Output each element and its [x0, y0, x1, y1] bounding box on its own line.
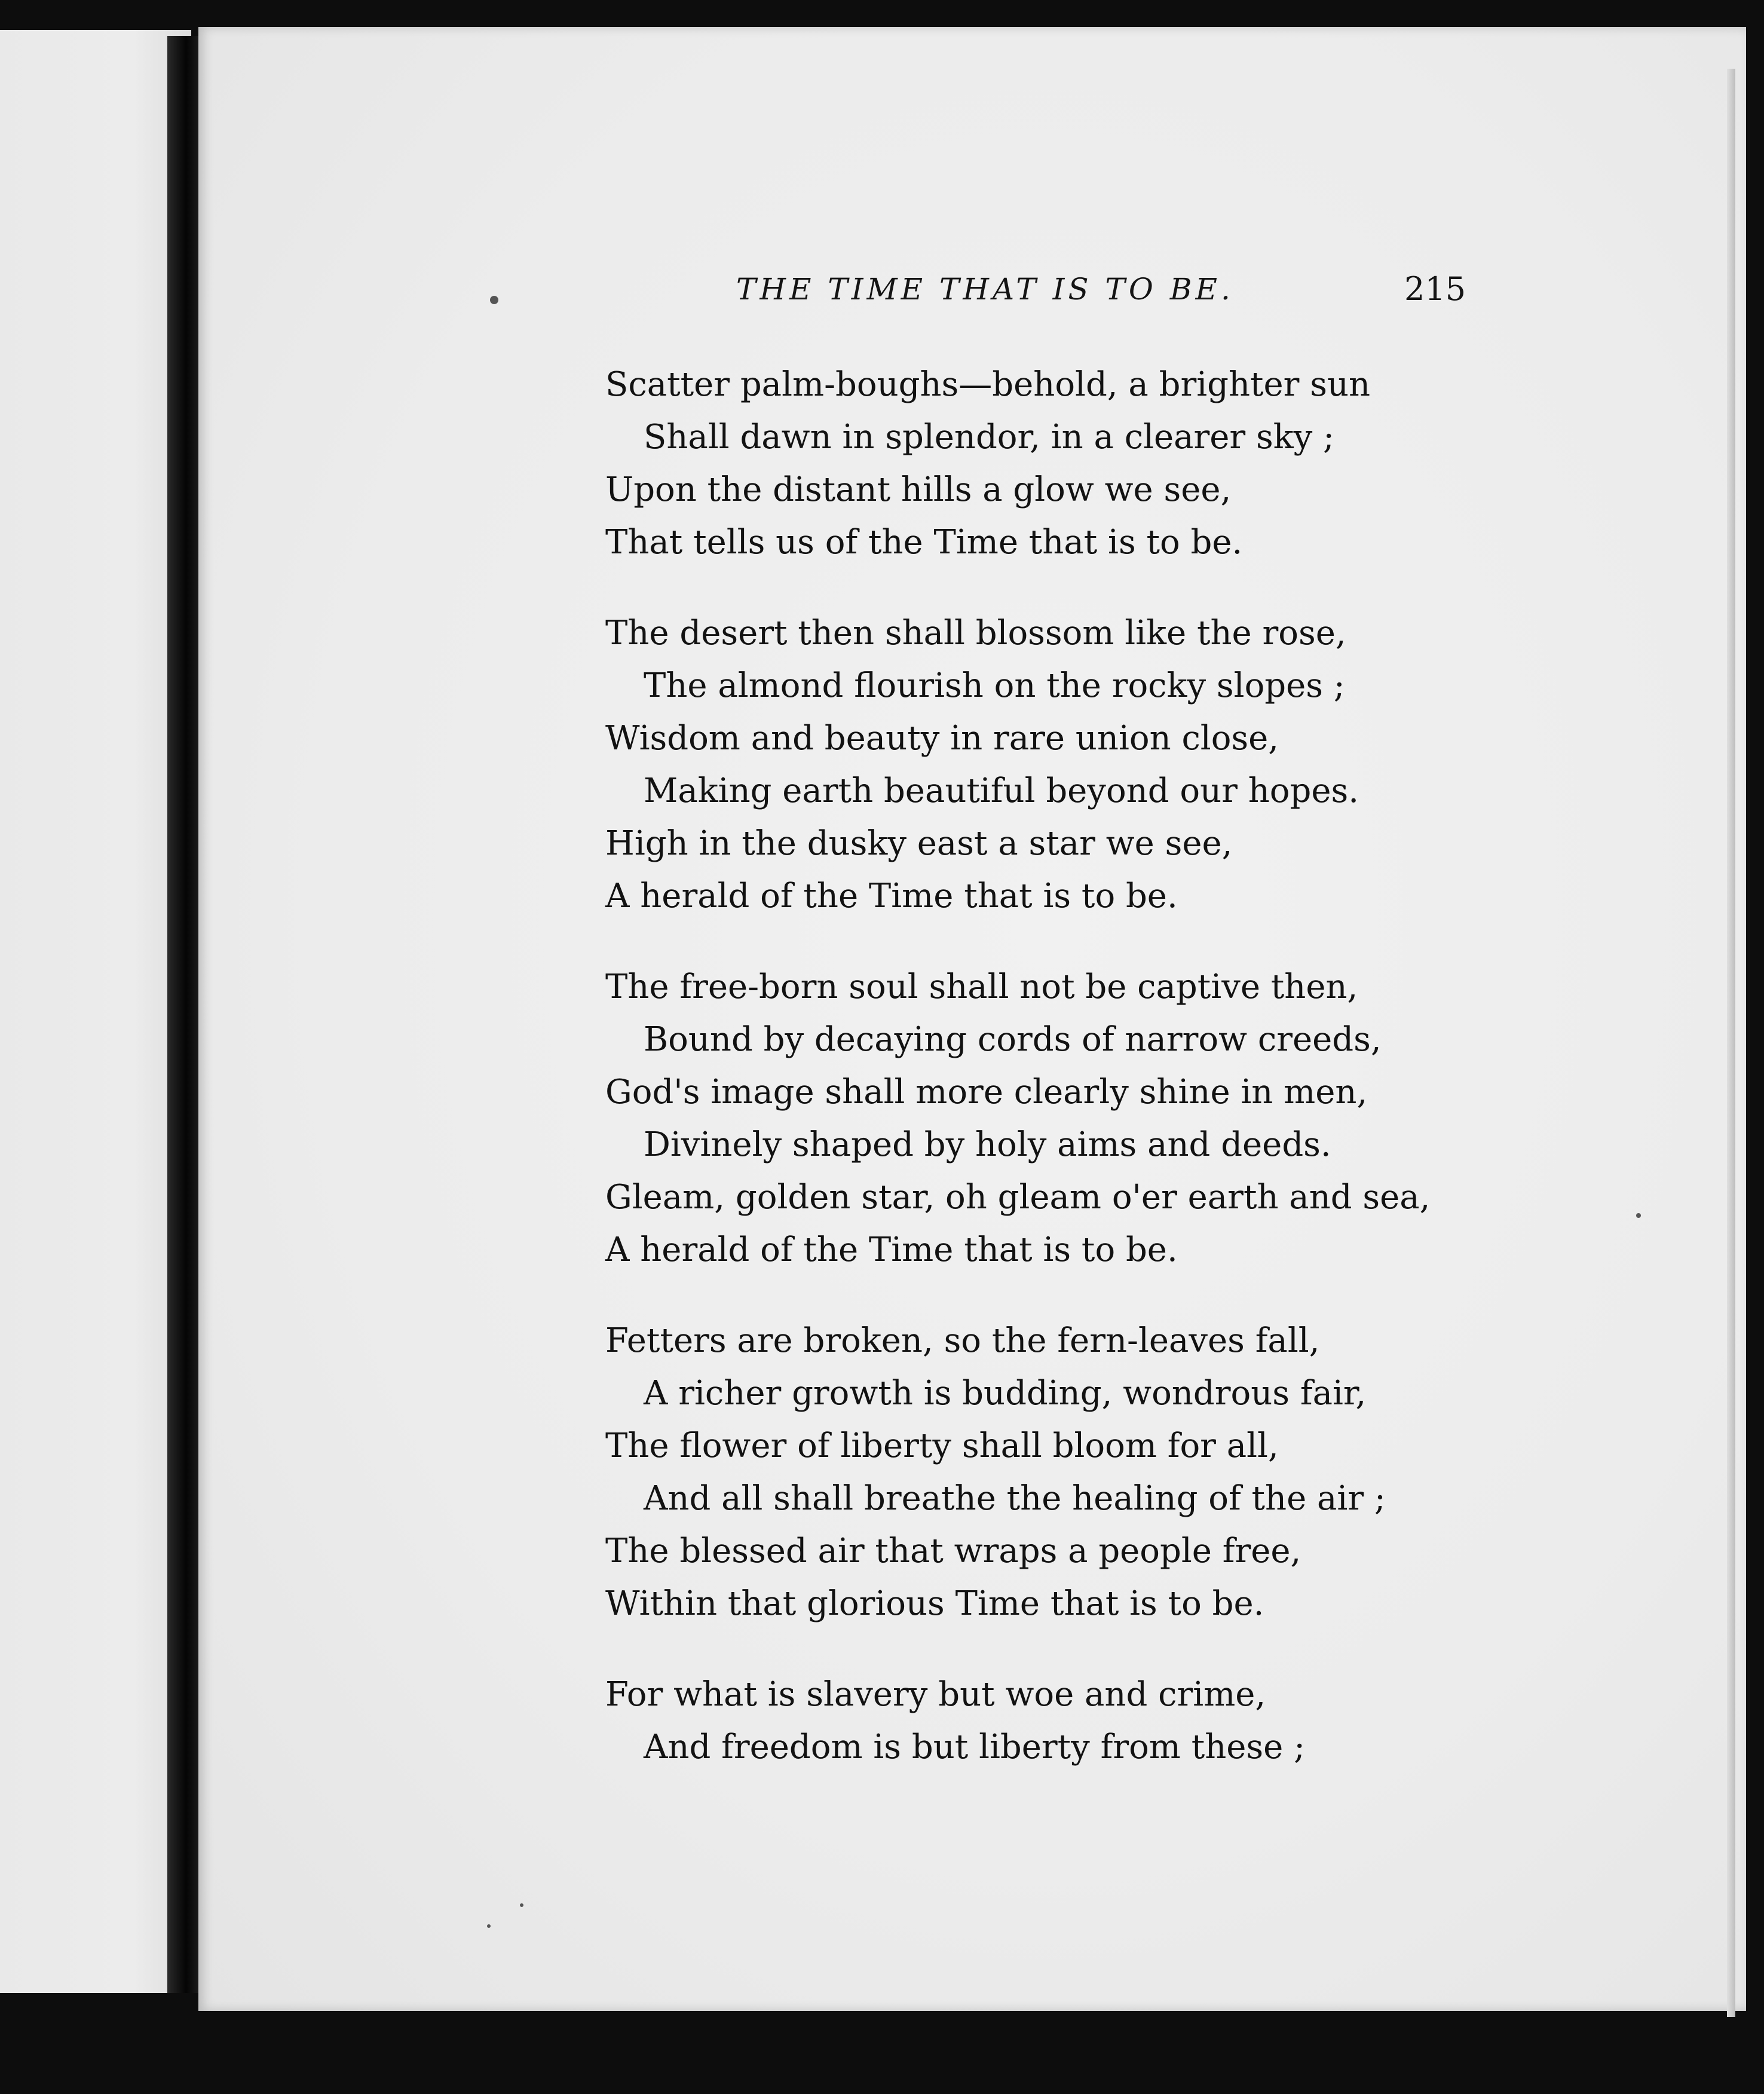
poem-line: And freedom is but liberty from these ;: [644, 1728, 1305, 1767]
poem-line: God's image shall more clearly shine in men,: [605, 1073, 1368, 1112]
poem-line: A herald of the Time that is to be.: [605, 1230, 1178, 1269]
dust-speck: [487, 1924, 491, 1928]
poem-line: The free-born soul shall not be captive then,: [605, 968, 1358, 1006]
running-head: THE TIME THAT IS TO BE.: [736, 272, 1234, 307]
stanza: [605, 1315, 1442, 1630]
poem-line: Divinely shaped by holy aims and deeds.: [644, 1125, 1331, 1164]
poem-line: Bound by decaying cords of narrow creeds,: [644, 1020, 1382, 1059]
poem-line: Shall dawn in splendor, in a clearer sky ;: [644, 418, 1334, 457]
poem-line: Scatter palm-boughs—behold, a brighter sun: [605, 365, 1371, 404]
page-edge-shadow: [1727, 69, 1735, 2017]
poem-line: For what is slavery but woe and crime,: [605, 1675, 1266, 1714]
poem-line: Within that glorious Time that is to be.: [605, 1584, 1264, 1623]
poem-line: The blessed air that wraps a people free,: [605, 1532, 1301, 1570]
poem-line: High in the dusky east a star we see,: [605, 824, 1233, 863]
poem-line: A herald of the Time that is to be.: [605, 877, 1178, 916]
poem-line: The desert then shall blossom like the rose,: [605, 614, 1346, 653]
poem-line: Fetters are broken, so the fern-leaves fall,: [605, 1321, 1320, 1360]
dust-speck: [520, 1903, 523, 1907]
poem-line: And all shall breathe the healing of the air ;: [644, 1479, 1386, 1518]
page-number: 215: [1404, 270, 1466, 308]
dust-speck: [1636, 1213, 1641, 1218]
poem-line: Wisdom and beauty in rare union close,: [605, 719, 1279, 758]
poem-line: Making earth beautiful beyond our hopes.: [644, 772, 1359, 810]
poem-line: A richer growth is budding, wondrous fair,: [644, 1374, 1367, 1413]
dust-speck: [490, 296, 498, 304]
book-spine: [167, 36, 198, 1993]
poem-line: Gleam, golden star, oh gleam o'er earth and sea,: [605, 1178, 1431, 1217]
poem-body: [605, 359, 1442, 1812]
stanza: [605, 1669, 1442, 1774]
facing-page-edge: [0, 30, 191, 1993]
stanza: [605, 961, 1442, 1276]
poem-line: Upon the distant hills a glow we see,: [605, 470, 1232, 509]
stanza: [605, 359, 1442, 569]
stanza: [605, 607, 1442, 923]
poem-line: The almond flourish on the rocky slopes ;: [644, 666, 1345, 705]
poem-line: That tells us of the Time that is to be.: [605, 523, 1243, 562]
poem-line: The flower of liberty shall bloom for all,: [605, 1426, 1279, 1465]
